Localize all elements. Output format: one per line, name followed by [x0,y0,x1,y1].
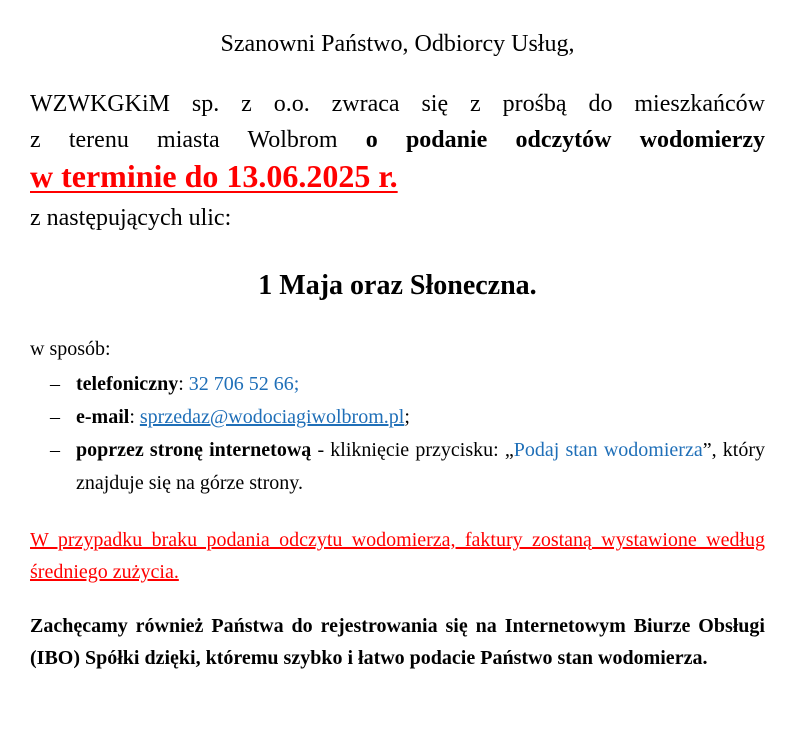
email-link[interactable]: sprzedaz@wodociagiwolbrom.pl [139,406,405,428]
streets-intro: z następujących ulic: [30,205,232,231]
intro-line-1: WZWKGKiM sp. z o.o. zwraca się z prośbą do mieszkańców [30,91,765,117]
intro-paragraph [30,86,765,238]
dash-bullet: – [50,406,60,428]
dash-bullet: – [50,439,60,461]
intro-line-2-regular: z terenu miasta Wolbrom [30,127,366,153]
method-web [30,434,765,500]
greeting: Szanowni Państwo, Odbiorcy Usług, [220,31,575,57]
method-phone [30,368,765,401]
streets-heading: 1 Maja oraz Słoneczna. [258,270,537,301]
method-email-separator: : [129,406,140,428]
method-web-text [76,434,765,500]
phone-number[interactable]: 32 706 52 66; [188,373,300,395]
method-web-text-before: - kliknięcie przycisku: „ [311,439,514,461]
method-email-suffix: ; [404,406,410,428]
method-phone-label: telefoniczny [76,373,179,395]
intro-line-2-bold: o podanie odczytów wodomierzy [365,127,766,153]
meter-button-name[interactable]: Podaj stan wodomierza [513,439,703,461]
dash-bullet: – [50,373,60,395]
method-email [30,401,765,434]
method-phone-separator: : [178,373,189,395]
warning-text: W przypadku braku podania odczytu wodomierza, faktury zostaną wystawione według średniego zużycia. [30,529,765,583]
method-web-label: poprzez stronę internetową [76,439,312,461]
promo-text: Zachęcamy również Państwa do rejestrowania się na Internetowym Biurze Obsługi (IBO) Spółki dzięki, któremu szybko i łatwo podacie Państwo stan wodomierza. [30,615,765,669]
methods-list [30,368,765,500]
method-web-text-after: ”, który znajduje się na górze strony. [76,439,765,494]
intro-line-2 [30,122,765,158]
deadline-text: w terminie do 13.06.2025 r. [30,158,398,194]
method-email-label: e-mail [76,406,130,428]
methods-label: w sposób: [30,338,111,360]
